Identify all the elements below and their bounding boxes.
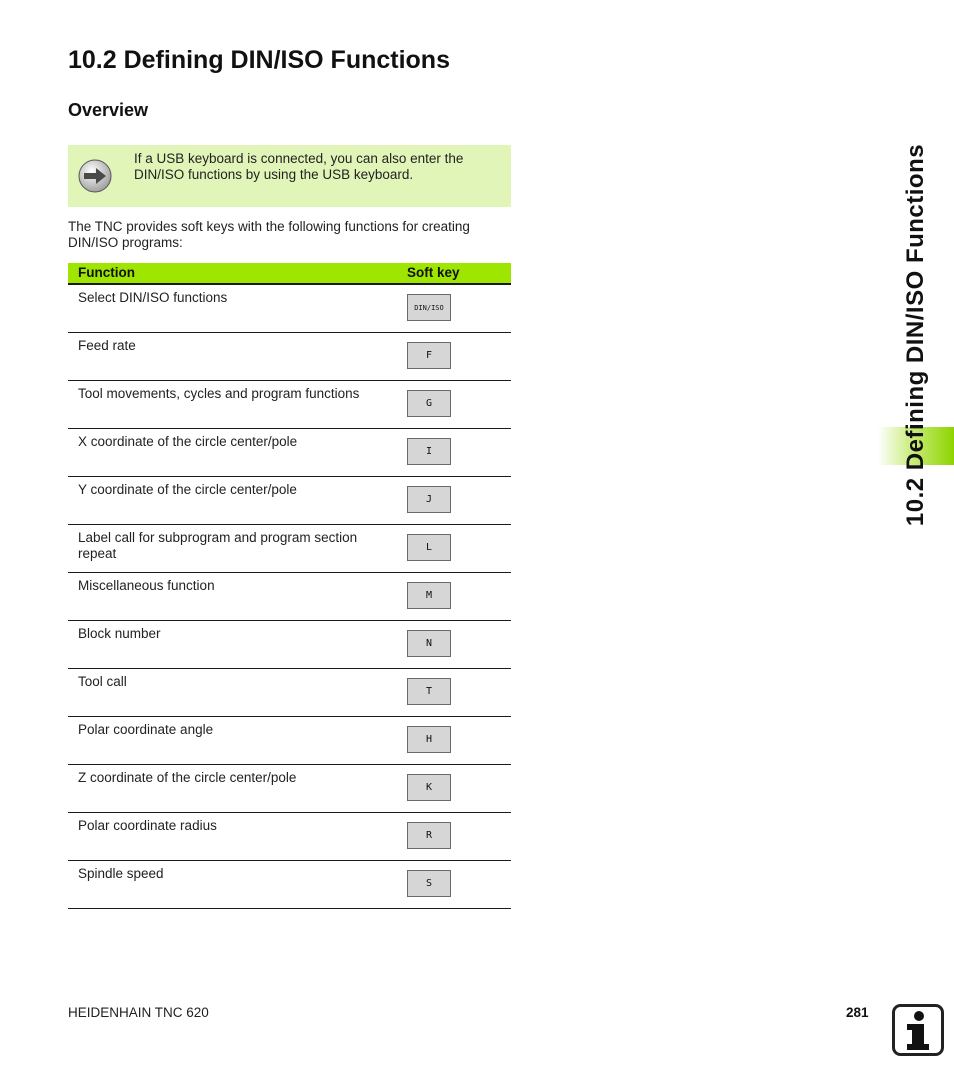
table-header bbox=[68, 263, 511, 285]
function-label: X coordinate of the circle center/pole bbox=[78, 434, 298, 449]
function-label: Feed rate bbox=[78, 338, 136, 353]
note-text: If a USB keyboard is connected, you can also enter the DIN/ISO functions by using the USB keyboard. bbox=[134, 151, 464, 182]
function-label: Miscellaneous function bbox=[78, 578, 215, 593]
table-row bbox=[68, 621, 511, 669]
softkey-button[interactable]: R bbox=[407, 822, 451, 849]
softkey-button[interactable]: H bbox=[407, 726, 451, 753]
function-label: Z coordinate of the circle center/pole bbox=[78, 770, 297, 785]
function-label: Block number bbox=[78, 626, 161, 641]
table-row bbox=[68, 765, 511, 813]
table-row bbox=[68, 573, 511, 621]
softkey-button[interactable]: I bbox=[407, 438, 451, 465]
table-row bbox=[68, 669, 511, 717]
table-row bbox=[68, 525, 511, 573]
table-row bbox=[68, 717, 511, 765]
softkey-button[interactable]: S bbox=[407, 870, 451, 897]
table-row bbox=[68, 285, 511, 333]
column-header-function: Function bbox=[78, 265, 135, 280]
softkey-button[interactable]: L bbox=[407, 534, 451, 561]
footer-product: HEIDENHAIN TNC 620 bbox=[68, 1005, 209, 1020]
softkey-button[interactable]: N bbox=[407, 630, 451, 657]
function-label: Polar coordinate radius bbox=[78, 818, 217, 833]
softkey-button[interactable]: K bbox=[407, 774, 451, 801]
softkey-button[interactable]: F bbox=[407, 342, 451, 369]
page-title: 10.2 Defining DIN/ISO Functions bbox=[68, 46, 450, 74]
function-label: Select DIN/ISO functions bbox=[78, 290, 228, 305]
softkey-button[interactable]: M bbox=[407, 582, 451, 609]
column-header-softkey: Soft key bbox=[407, 265, 460, 280]
table-row bbox=[68, 381, 511, 429]
info-icon bbox=[892, 1004, 944, 1056]
table-body bbox=[68, 285, 511, 909]
table-row bbox=[68, 477, 511, 525]
section-heading: Overview bbox=[68, 100, 149, 120]
function-label: Polar coordinate angle bbox=[78, 722, 214, 737]
side-chapter-title-text: 10.2 Defining DIN/ISO Functions bbox=[902, 143, 930, 527]
softkey-button[interactable]: DIN/ISO bbox=[407, 294, 451, 321]
arrow-right-icon bbox=[78, 159, 112, 193]
function-label: Tool call bbox=[78, 674, 127, 689]
intro-text: The TNC provides soft keys with the following functions for creating DIN/ISO programs: bbox=[68, 219, 470, 250]
table-row bbox=[68, 813, 511, 861]
note-box bbox=[68, 145, 511, 207]
softkey-table bbox=[68, 263, 511, 909]
page-number: 281 bbox=[846, 1005, 869, 1020]
table-row bbox=[68, 333, 511, 381]
softkey-button[interactable]: T bbox=[407, 678, 451, 705]
function-label: Y coordinate of the circle center/pole bbox=[78, 482, 297, 497]
side-chapter-title bbox=[876, 143, 954, 527]
function-label: Spindle speed bbox=[78, 866, 164, 881]
softkey-button[interactable]: G bbox=[407, 390, 451, 417]
function-label: Label call for subprogram and program section repeat bbox=[78, 530, 358, 561]
softkey-button[interactable]: J bbox=[407, 486, 451, 513]
function-label: Tool movements, cycles and program functions bbox=[78, 386, 360, 401]
table-row bbox=[68, 429, 511, 477]
table-row bbox=[68, 861, 511, 909]
